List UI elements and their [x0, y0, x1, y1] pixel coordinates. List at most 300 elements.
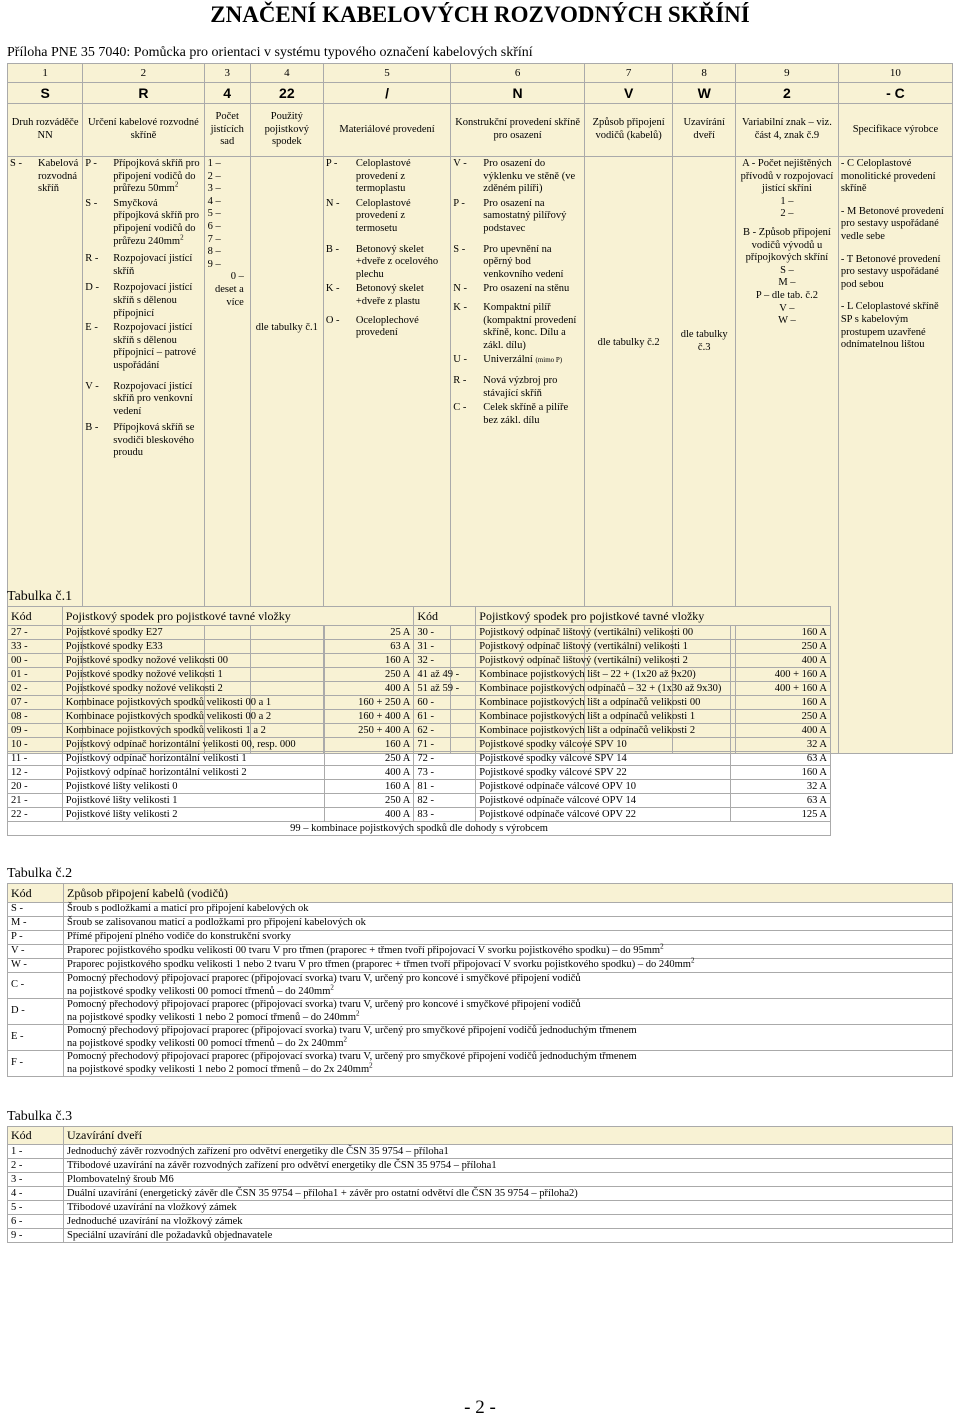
superscript: 2	[356, 1009, 360, 1017]
variable-item: B - Způsob připojení vodičů vývodů u přípojkových skříní	[743, 226, 831, 264]
table-cell: Kombinace pojistkových lišt – 22 + (1x20 až 9x20)	[476, 668, 731, 682]
column-number-row	[8, 64, 953, 83]
list-item	[10, 158, 80, 196]
list-item	[85, 322, 201, 372]
item-code: R -	[453, 374, 467, 386]
item-text-value: Pro osazení do výklenku ve stěně (ve zděném pilíři)	[483, 158, 576, 195]
column-number: 7	[584, 64, 672, 83]
item-code: B -	[85, 422, 99, 434]
table-cell: Duální uzavírání (energetický závěr dle ČSN 35 9754 – příloha1 + závěr pro ostatní odvětví dle ČSN 35 9754 – příloha2)	[64, 1187, 953, 1201]
list-item	[326, 244, 448, 282]
list-item	[453, 402, 582, 427]
table-row	[8, 1215, 953, 1229]
item-text-value: Betonový skelet +dveře z ocelového plechu	[355, 243, 439, 280]
table-cell: W -	[8, 959, 64, 973]
table-cell: 73 -	[414, 766, 476, 780]
table-cell: Jednoduché uzavírání na vložkový zámek	[64, 1215, 953, 1229]
column-header: Způsob připojení vodičů (kabelů)	[584, 104, 672, 157]
table-cell: 33 -	[8, 640, 63, 654]
table-cell: Třibodové uzavírání na závěr rozvodných zařízení pro odvětví energetiky dle ČSN 35 9754 – příloha1	[64, 1159, 953, 1173]
table-cell: 4 -	[8, 1187, 64, 1201]
variable-item: 2 –	[780, 208, 794, 220]
list-item	[85, 158, 201, 196]
table-cell: Pojistkové odpínače válcové OPV 14	[476, 794, 731, 808]
page-title: ZNAČENÍ KABELOVÝCH ROZVODNÝCH SKŘÍNÍ	[210, 2, 750, 27]
table-cell	[64, 973, 953, 999]
table-cell: Pojistkové spodky válcové SPV 10	[476, 738, 731, 752]
item-code: K -	[453, 301, 467, 313]
item-text-value: Rozpojovací jistící skříň pro venkovní vedení	[113, 380, 193, 417]
table-row	[8, 710, 831, 724]
item-code: S -	[85, 197, 98, 209]
example-code: 22	[250, 83, 323, 104]
item-code: P -	[85, 158, 97, 169]
table-cell: Kombinace pojistkových spodků velikosti 1 a 2	[62, 724, 324, 738]
table-row	[8, 794, 831, 808]
table-cell: 83 -	[414, 808, 476, 822]
list-item	[85, 282, 201, 320]
table-row	[8, 766, 831, 780]
table-cell: Pojistkové spodky E33	[62, 640, 324, 654]
col4-text: dle tabulky č.1	[255, 322, 318, 333]
column-number: 9	[736, 64, 839, 83]
column-header: Uzavírání dveří	[673, 104, 736, 157]
list-item	[453, 198, 582, 236]
cell-line: Pomocný přechodový připojovací praporec (připojovací svorka) tvaru V, určený pro koncové i smyčkové připojení vodičů	[67, 999, 581, 1010]
item-text-value: Celek skříně a pilíře bez zákl. dílu	[483, 402, 569, 426]
item-text	[483, 244, 582, 282]
table-cell: 250 A	[324, 752, 414, 766]
table-cell: P -	[8, 931, 64, 945]
item-text-value: Betonový skelet +dveře z plastu	[355, 283, 424, 307]
table-row	[8, 808, 831, 822]
table-row	[8, 640, 831, 654]
item-text	[483, 354, 582, 367]
table-cell: 400 A	[324, 682, 414, 696]
table-cell: 31 -	[414, 640, 476, 654]
table-cell: 00 -	[8, 654, 63, 668]
table-row	[8, 1201, 953, 1215]
table-cell: 250 A	[731, 710, 831, 724]
item-text	[483, 283, 582, 296]
table-cell: Pojistkové lišty velikosti 1	[62, 794, 324, 808]
table-cell: 82 -	[414, 794, 476, 808]
column-number: 1	[8, 64, 83, 83]
table-1	[7, 606, 831, 836]
table-cell: 9 -	[8, 1229, 64, 1243]
item-code: E -	[85, 322, 98, 334]
item-text-value: Univerzální	[483, 354, 533, 366]
table-cell: Pojistkový odpínač horizontální velikosti 2	[62, 766, 324, 780]
table-cell: 81 -	[414, 780, 476, 794]
t1-h-desc2: Pojistkový spodek pro pojistkové tavné vložky	[476, 607, 831, 626]
superscript: 2	[180, 233, 184, 242]
list-item	[453, 302, 582, 352]
table1-label: Tabulka č.1	[7, 589, 73, 604]
item-text-value: Oceloplechové provedení	[355, 314, 419, 339]
table-cell: Jednoduchý závěr rozvodných zařízení pro odvětví energetiky dle ČSN 35 9754 – příloha1	[64, 1145, 953, 1159]
table-cell: Pojistkový odpínač horizontální velikosti 00, resp. 000	[62, 738, 324, 752]
table-cell: 1 -	[8, 1145, 64, 1159]
table-cell: S -	[8, 903, 64, 917]
table-cell: 51 až 59 -	[414, 682, 476, 696]
table-row	[8, 696, 831, 710]
list-item	[326, 315, 448, 340]
item-code: C -	[453, 402, 467, 414]
fuse-set-count: 5 –	[207, 208, 221, 220]
col8-text: dle tabulky č.3	[680, 329, 728, 353]
superscript: 2	[174, 180, 179, 189]
table-cell: Pojistkové lišty velikosti 0	[62, 780, 324, 794]
superscript: 2	[369, 1061, 373, 1069]
spec-item: - C Celoplastové monolitické provedení skříně	[840, 158, 936, 195]
table-cell: 09 -	[8, 724, 63, 738]
item-text	[113, 282, 201, 320]
fuse-set-count: 7 –	[207, 233, 221, 245]
item-text-value: Pro osazení na samostatný pilířový podstavec	[483, 197, 567, 234]
superscript: 2	[660, 942, 664, 951]
table-cell	[64, 903, 953, 917]
table-cell: 20 -	[8, 780, 63, 794]
example-code-row	[8, 83, 953, 104]
table-cell: 21 -	[8, 794, 63, 808]
table3-header	[8, 1127, 953, 1145]
variable-item: S –	[780, 264, 794, 276]
item-text	[356, 244, 448, 282]
item-text	[356, 158, 448, 196]
table-cell: 61 -	[414, 710, 476, 724]
table-cell: 11 -	[8, 752, 63, 766]
column-number: 2	[83, 64, 204, 83]
table-row	[8, 724, 831, 738]
item-text-value: Celoplastové provedení z termoplastu	[355, 158, 411, 195]
table-cell: 160 A	[731, 766, 831, 780]
table-row	[8, 1025, 953, 1051]
table-cell: 250 + 400 A	[324, 724, 414, 738]
column-header: Určení kabelové rozvodné skříně	[83, 104, 204, 157]
column-number: 3	[204, 64, 250, 83]
column-number: 8	[673, 64, 736, 83]
column-header: Počet jistících sad	[204, 104, 250, 157]
table-cell: 160 + 250 A	[324, 696, 414, 710]
table-cell: 63 A	[324, 640, 414, 654]
table-cell: Třibodové uzavírání na vložkový zámek	[64, 1201, 953, 1215]
variable-item: V –	[779, 302, 795, 314]
item-code: S -	[10, 158, 22, 169]
table-cell: 72 -	[414, 752, 476, 766]
item-text	[113, 253, 201, 278]
table-cell: Kombinace pojistkových lišt a odpínačů velikosti 1	[476, 710, 731, 724]
table-cell: M -	[8, 917, 64, 931]
table-row	[8, 1229, 953, 1243]
item-text-value: Pro upevnění na opěrný bod venkovního vedení	[483, 243, 564, 280]
item-code: O -	[325, 314, 340, 326]
table-cell: 2 -	[8, 1159, 64, 1173]
item-text-value: Přípojková skříň se svodiči bleskového proudu	[113, 422, 195, 459]
table-cell: 160 A	[731, 696, 831, 710]
t3-h-code: Kód	[8, 1127, 64, 1145]
table-cell: 27 -	[8, 626, 63, 640]
column-number: 5	[323, 64, 450, 83]
column-number: 6	[451, 64, 585, 83]
item-code: U -	[453, 354, 467, 366]
example-code: W	[673, 83, 736, 104]
col-manufacturer	[838, 157, 952, 754]
table-cell	[64, 1051, 953, 1077]
table-cell: 22 -	[8, 808, 63, 822]
superscript: 2	[343, 1035, 347, 1043]
table-row	[8, 654, 831, 668]
table-row	[8, 1159, 953, 1173]
table-cell: 6 -	[8, 1215, 64, 1229]
spec-item: - L Celoplastové skříně SP s kabelovým prostupem uzavřené odnímatelnou lištou	[840, 301, 939, 351]
item-text	[356, 283, 448, 308]
table-row	[8, 780, 831, 794]
item-text	[483, 198, 582, 236]
table-row	[8, 1145, 953, 1159]
item-text-value: Pro osazení na stěnu	[483, 283, 570, 295]
list-item	[326, 283, 448, 308]
item-text	[483, 402, 582, 427]
table-cell: 32 A	[731, 780, 831, 794]
table-row	[8, 752, 831, 766]
list-item	[453, 158, 582, 196]
table-cell: Pojistkové spodky válcové SPV 22	[476, 766, 731, 780]
example-code: - C	[838, 83, 952, 104]
cell-line: Šroub s podložkami a maticí pro připojení kabelových ok	[67, 903, 309, 915]
list-item	[326, 158, 448, 196]
table-cell: 62 -	[414, 724, 476, 738]
table-row	[8, 973, 953, 999]
table-row	[8, 1173, 953, 1187]
table-cell: Pojistkové odpínače válcové OPV 10	[476, 780, 731, 794]
table-cell: Pojistkové spodky nožové velikosti 00	[62, 654, 324, 668]
column-header: Variabilní znak – viz. část 4, znak č.9	[736, 104, 839, 157]
superscript: 2	[690, 956, 695, 965]
table-cell: 08 -	[8, 710, 63, 724]
table-cell: 41 až 49 -	[414, 668, 476, 682]
table-cell: 30 -	[414, 626, 476, 640]
item-code: N -	[453, 283, 467, 295]
cell-line: na pojistkové spodky velikosti 1 nebo 2 pomocí třmenů – do 240mm	[67, 1011, 357, 1023]
item-code: V -	[453, 158, 467, 169]
example-code: N	[451, 83, 585, 104]
table-cell: 160 A	[324, 654, 414, 668]
column-header: Konstrukční provedení skříně pro osazení	[451, 104, 585, 157]
table-row	[8, 1051, 953, 1077]
table-cell: 400 A	[324, 808, 414, 822]
table-cell: 160 A	[731, 626, 831, 640]
table-cell	[64, 1025, 953, 1051]
fuse-set-count: 8 –	[207, 246, 221, 258]
item-text-value: Kompaktní pilíř (kompaktní provedení skříně, konc. Dílu a zákl. dílu)	[483, 301, 577, 351]
item-code: S -	[453, 243, 466, 255]
column-header-row	[8, 104, 953, 157]
table-cell: 400 A	[324, 766, 414, 780]
table-row	[8, 668, 831, 682]
table-cell	[64, 931, 953, 945]
item-text-value: Rozpojovací jistící skříň s dělenou přípojnicí – patrové uspořádání	[113, 322, 197, 371]
fuse-set-count: 2 –	[207, 170, 221, 182]
cell-line: na pojistkové spodky velikosti 1 nebo 2 pomocí třmenů – do 2x 240mm	[67, 1063, 370, 1075]
t1-h-code2: Kód	[414, 607, 476, 626]
item-text	[113, 198, 201, 248]
table-row	[8, 738, 831, 752]
cell-line: Praporec pojistkového spodku velikosti 00 tvaru V pro třmen (praporec + třmen tvoří připojovací V svorku pojistkového spodku) – do 95mm	[67, 945, 661, 957]
list-item	[85, 381, 201, 419]
table-cell: 250 A	[324, 668, 414, 682]
item-code: P -	[325, 158, 338, 169]
table-cell: 32 -	[414, 654, 476, 668]
table-cell: Pojistkové spodky nožové velikosti 2	[62, 682, 324, 696]
table-cell: Speciální uzavírání dle požadavků objednavatele	[64, 1229, 953, 1243]
list-item	[453, 375, 582, 400]
table-cell: E -	[8, 1025, 64, 1051]
list-item	[85, 422, 201, 460]
table-cell: Pojistkové spodky E27	[62, 626, 324, 640]
item-code: R -	[85, 253, 99, 265]
item-code: P -	[453, 197, 465, 209]
item-text-value: Rozpojovací jistící skříň s dělenou přípojnicí	[113, 282, 193, 319]
item-text-value: Nová výzbroj pro stávající skříň	[483, 374, 558, 399]
subtitle: Příloha PNE 35 7040: Pomůcka pro orientaci v systému typového označení kabelových skříní	[7, 45, 533, 60]
cell-line: Praporec pojistkového spodku velikosti 1 nebo 2 tvaru V pro třmen (praporec + třmen tvoří připojovací V svorku pojistkového spodku) – do 240mm	[67, 959, 691, 971]
table-cell: Pojistkové lišty velikosti 2	[62, 808, 324, 822]
table-cell: 400 A	[731, 724, 831, 738]
page-number: - 2 -	[464, 1397, 496, 1418]
table-cell	[64, 999, 953, 1025]
column-header: Druh rozváděče NN	[8, 104, 83, 157]
table-cell: 63 A	[731, 752, 831, 766]
table-cell: 01 -	[8, 668, 63, 682]
item-text	[113, 422, 201, 460]
table-cell: Pojistkový odpínač lištový (vertikální) velikosti 2	[476, 654, 731, 668]
table-row	[8, 959, 953, 973]
superscript: 2	[330, 983, 334, 991]
fuse-set-count: 6 –	[207, 220, 221, 232]
table-cell: Pojistkový odpínač lištový (vertikální) velikosti 00	[476, 626, 731, 640]
table-row	[8, 917, 953, 931]
example-code: R	[83, 83, 204, 104]
list-item	[453, 283, 582, 296]
table-cell: 71 -	[414, 738, 476, 752]
table-cell: Pojistkový odpínač lištový (vertikální) velikosti 1	[476, 640, 731, 654]
table-cell: 63 A	[731, 794, 831, 808]
table-cell: 3 -	[8, 1173, 64, 1187]
spec-item: - T Betonové provedení pro sestavy uspořádané pod sebou	[840, 253, 941, 290]
table-cell: Pojistkové odpínače válcové OPV 22	[476, 808, 731, 822]
table-row	[8, 626, 831, 640]
fuse-set-count: 1 –	[207, 158, 221, 169]
variable-item: A - Počet nejištěných přívodů v rozpojovací jistící skříni	[740, 158, 834, 195]
example-code: 2	[736, 83, 839, 104]
t1-footer: 99 – kombinace pojistkových spodků dle dohody s výrobcem	[8, 822, 831, 836]
item-text-value: Smyčková přípojková skříň pro připojení vodičů do průřezu 240mm	[113, 197, 200, 247]
cell-line: Přímé připojení plného vodiče do konstrukční svorky	[67, 931, 291, 943]
table3-label: Tabulka č.3	[7, 1109, 73, 1124]
fuse-set-count: 9 –	[207, 258, 221, 270]
table-row	[8, 1187, 953, 1201]
table-cell: F -	[8, 1051, 64, 1077]
variable-item: P – dle tab. č.2	[755, 289, 818, 301]
table-cell	[64, 942, 953, 959]
item-text	[356, 315, 448, 340]
item-text-value: Kabelová rozvodná skříň	[38, 158, 79, 195]
example-code: /	[323, 83, 450, 104]
list-item	[85, 198, 201, 248]
table2-header	[8, 884, 953, 903]
table-cell	[64, 956, 953, 973]
variable-item: W –	[778, 315, 796, 327]
t1-h-code: Kód	[8, 607, 63, 626]
table-row	[8, 682, 831, 696]
table-cell: 400 A	[731, 654, 831, 668]
fuse-set-count: 0 – deset a více	[214, 271, 244, 308]
cell-line: na pojistkové spodky velikosti 00 pomocí třmenů – do 240mm	[67, 985, 331, 997]
spec-item: - M Betonové provedení pro sestavy uspořádané vedle sebe	[840, 205, 944, 242]
item-text	[113, 322, 201, 372]
note: (mimo P)	[535, 356, 563, 365]
table-cell: 250 A	[324, 794, 414, 808]
column-header: Materiálové provedení	[323, 104, 450, 157]
table-cell: 12 -	[8, 766, 63, 780]
fuse-set-count: 3 –	[207, 183, 221, 195]
table-cell: Kombinace pojistkových spodků velikosti 00 a 2	[62, 710, 324, 724]
table-cell: 07 -	[8, 696, 63, 710]
item-code: D -	[85, 282, 99, 294]
table-cell: 400 + 160 A	[731, 682, 831, 696]
table-row	[8, 903, 953, 917]
table-cell: Pojistkové spodky nožové velikosti 1	[62, 668, 324, 682]
table-cell: 400 + 160 A	[731, 668, 831, 682]
item-code: N -	[325, 197, 340, 209]
cell-line: Pomocný přechodový připojovací praporec (připojovací svorka) tvaru V, určený pro koncové i smyčkové připojení vodičů	[67, 973, 581, 984]
table-cell: 60 -	[414, 696, 476, 710]
table-cell: D -	[8, 999, 64, 1025]
table-cell: Kombinace pojistkových lišt a odpínačů velikosti 2	[476, 724, 731, 738]
table-cell: Kombinace pojistkových spodků velikosti 00 a 1	[62, 696, 324, 710]
table-cell: 02 -	[8, 682, 63, 696]
table-row	[8, 931, 953, 945]
table-2	[7, 883, 953, 1077]
column-header: Použitý pojistkový spodek	[250, 104, 323, 157]
t3-h-desc: Uzavírání dveří	[64, 1127, 953, 1145]
table-cell: Kombinace pojistkových lišt a odpínačů velikosti 00	[476, 696, 731, 710]
item-text-value: Rozpojovací jistící skříň	[113, 253, 193, 277]
table-cell: 125 A	[731, 808, 831, 822]
table-cell: 5 -	[8, 1201, 64, 1215]
table-row	[8, 945, 953, 959]
table-row	[8, 999, 953, 1025]
item-code: K -	[325, 283, 340, 295]
table-cell	[64, 917, 953, 931]
list-item	[453, 244, 582, 282]
item-text	[483, 158, 582, 196]
table-cell: C -	[8, 973, 64, 999]
item-text	[356, 198, 448, 236]
table2-label: Tabulka č.2	[7, 866, 73, 881]
column-number: 4	[250, 64, 323, 83]
col7-text: dle tabulky č.2	[597, 337, 660, 348]
table-cell: 10 -	[8, 738, 63, 752]
list-item	[85, 253, 201, 278]
variable-item: 1 –	[780, 195, 794, 207]
item-text	[483, 375, 582, 400]
item-text	[483, 302, 582, 352]
variable-item: M –	[778, 277, 796, 289]
t2-h-desc: Způsob připojení kabelů (vodičů)	[64, 884, 953, 903]
list-item	[326, 198, 448, 236]
